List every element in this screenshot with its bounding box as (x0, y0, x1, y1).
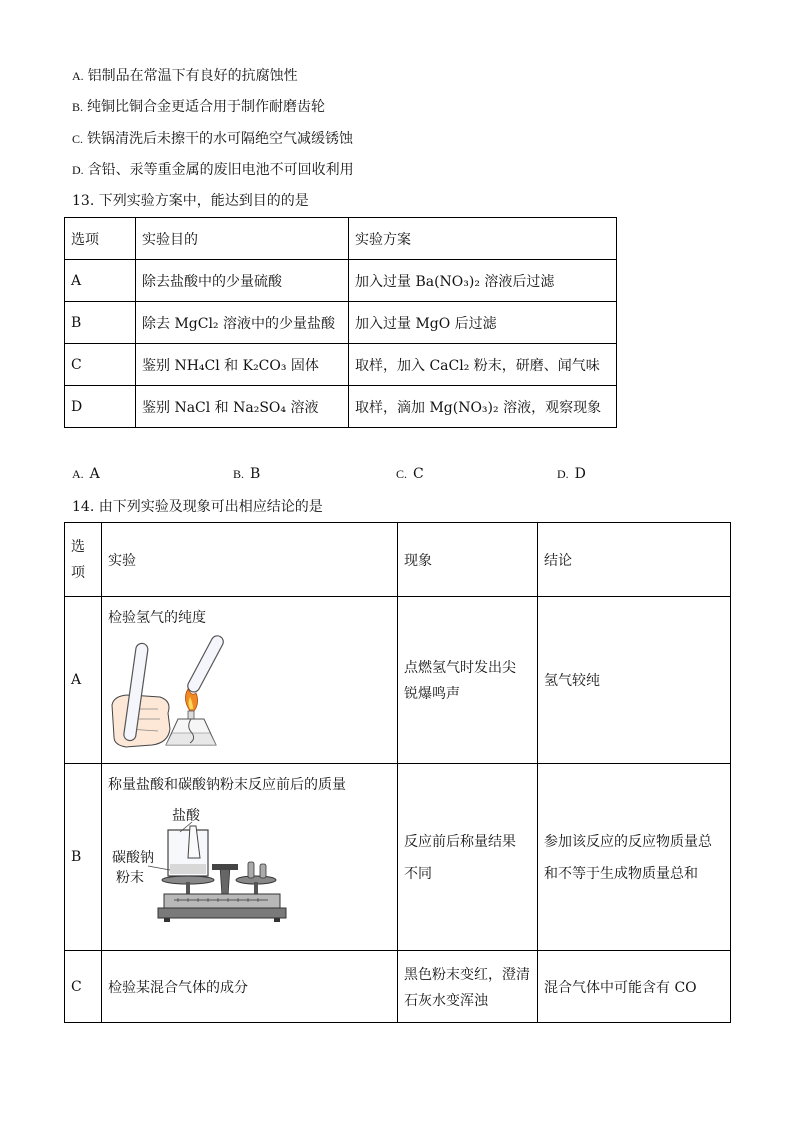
experiment-text: 检验氢气的纯度 (108, 610, 206, 626)
hydrogen-purity-test-figure (108, 633, 238, 753)
header-experiment: 实验 (102, 523, 398, 597)
row-option: B (65, 764, 102, 951)
answer-text: C (413, 466, 424, 482)
header-option-line2: 项 (71, 564, 85, 581)
option-label: B. (72, 100, 84, 114)
phenomenon-line2: 石灰水变浑浊 (404, 992, 488, 1009)
answer-label: B. (233, 467, 245, 481)
option-text: 纯铜比铜合金更适合用于制作耐磨齿轮 (87, 99, 326, 115)
answer-text: A (89, 466, 100, 482)
q12-option-c (72, 129, 353, 149)
row-plan: 加入过量 MgO 后过滤 (349, 302, 617, 344)
answer-text: B (250, 466, 261, 482)
answer-label: C. (396, 467, 408, 481)
table-row (65, 344, 617, 386)
phenomenon-line1: 反应前后称量结果 (404, 834, 516, 850)
row-option: A (65, 597, 102, 764)
fig-label-powder-1: 碳酸钠 (112, 850, 154, 866)
row-option: A (65, 260, 136, 302)
header-conclusion: 结论 (538, 523, 731, 597)
fig-label-acid: 盐酸 (172, 808, 200, 824)
table-row (65, 302, 617, 344)
answer-label: A. (72, 467, 84, 481)
phenomenon-line2: 不同 (404, 866, 432, 882)
table-header-row (65, 523, 731, 597)
table-row (65, 764, 731, 951)
row-phenomenon (398, 951, 538, 1023)
table-row (65, 386, 617, 428)
header-phenomenon: 现象 (398, 523, 538, 597)
header-option-line1: 选 (71, 538, 85, 555)
balance-weighing-figure (108, 800, 308, 930)
row-option: C (65, 344, 136, 386)
header-option (65, 523, 102, 597)
row-goal: 鉴别 NH₄Cl 和 K₂CO₃ 固体 (136, 344, 349, 386)
header-option: 选项 (65, 218, 136, 260)
answer-label: D. (557, 467, 569, 481)
table-header-row (65, 218, 617, 260)
q13-table (64, 217, 617, 428)
q13-answer-b (233, 466, 260, 482)
phenomenon-line2: 锐爆鸣声 (404, 686, 460, 702)
q12-option-b (72, 97, 325, 117)
q13-answer-a (72, 466, 100, 482)
row-experiment: 检验某混合气体的成分 (102, 951, 398, 1023)
header-goal: 实验目的 (136, 218, 349, 260)
row-option: C (65, 951, 102, 1023)
row-option: B (65, 302, 136, 344)
q13-answer-d (557, 466, 586, 482)
option-label: D. (72, 163, 84, 177)
answer-text: D (574, 466, 586, 482)
q14-stem: 14. 由下列实验及现象可出相应结论的是 (72, 499, 323, 515)
row-goal: 除去盐酸中的少量硫酸 (136, 260, 349, 302)
q12-option-d (72, 160, 354, 180)
table-row (65, 597, 731, 764)
option-label: A. (72, 69, 84, 83)
row-conclusion: 氢气较纯 (538, 597, 731, 764)
experiment-text: 称量盐酸和碳酸钠粉末反应前后的质量 (108, 777, 346, 793)
flame-icon (185, 689, 197, 711)
row-plan: 加入过量 Ba(NO₃)₂ 溶液后过滤 (349, 260, 617, 302)
row-conclusion: 混合气体中可能含有 CO (538, 951, 731, 1023)
conclusion-line1: 参加该反应的反应物质量总 (544, 834, 712, 850)
row-goal: 除去 MgCl₂ 溶液中的少量盐酸 (136, 302, 349, 344)
beaker-icon (148, 822, 208, 876)
row-experiment (102, 597, 398, 764)
table-row (65, 951, 731, 1023)
phenomenon-line1: 点燃氢气时发出尖 (404, 660, 516, 676)
option-text: 含铅、汞等重金属的废旧电池不可回收利用 (87, 162, 354, 178)
conclusion-line2: 和不等于生成物质量总和 (544, 866, 698, 882)
q14-table (64, 522, 731, 1023)
row-experiment (102, 764, 398, 951)
q12-option-a (72, 66, 298, 86)
option-text: 铁锅清洗后未擦干的水可隔绝空气减缓锈蚀 (87, 131, 354, 147)
row-phenomenon (398, 597, 538, 764)
option-label: C. (72, 132, 84, 146)
q13-stem: 13. 下列实验方案中，能达到目的的是 (72, 193, 309, 209)
table-row (65, 260, 617, 302)
row-plan: 取样，加入 CaCl₂ 粉末，研磨、闻气味 (349, 344, 617, 386)
row-phenomenon (398, 764, 538, 951)
row-goal: 鉴别 NaCl 和 Na₂SO₄ 溶液 (136, 386, 349, 428)
row-plan: 取样，滴加 Mg(NO₃)₂ 溶液，观察现象 (349, 386, 617, 428)
q13-answer-c (396, 466, 424, 482)
option-text: 铝制品在常温下有良好的抗腐蚀性 (87, 68, 298, 84)
alcohol-lamp-icon (166, 711, 216, 745)
row-option: D (65, 386, 136, 428)
row-conclusion (538, 764, 731, 951)
header-plan: 实验方案 (349, 218, 617, 260)
phenomenon-line1: 黑色粉末变红，澄清 (404, 966, 530, 983)
fig-label-powder-2: 粉末 (116, 870, 144, 886)
inverted-tube-icon (186, 634, 226, 694)
